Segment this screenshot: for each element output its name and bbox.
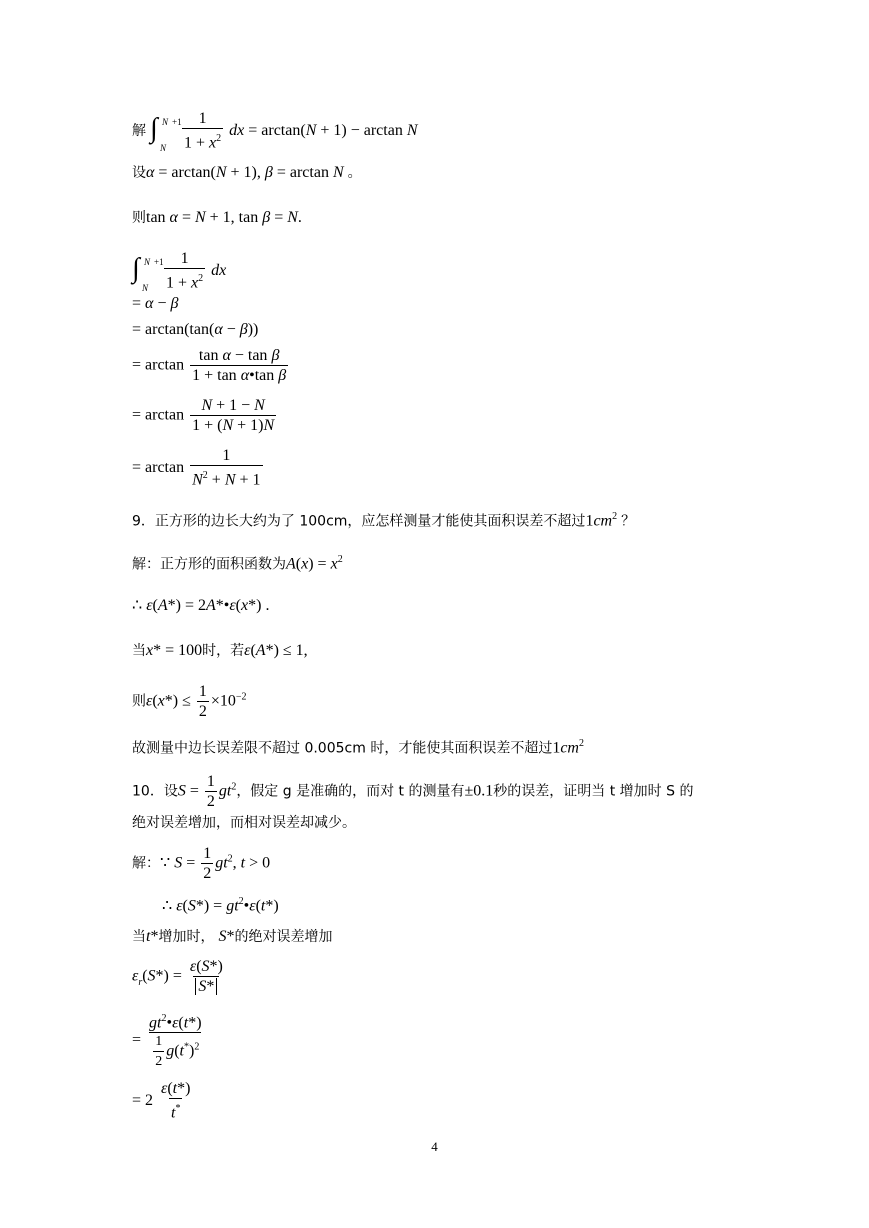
shi-label: 时， [202, 643, 231, 659]
then-tan: 则tan α = N + 1, tan β = N. [132, 209, 302, 226]
fraction: $gt^2•\varepsilon(t*)$ $\frac{1}{2}$ $g(t^*)^2$ [149, 1013, 202, 1070]
q10-text-b: 秒的误差，证明当 t 增加时 S 的 [493, 783, 694, 800]
solution-line-integral: 解 ∫ N +1 N $\frac{1}{1 + x^2}$ dx = arctan(N + 1) − arctan N [132, 110, 418, 154]
fraction: $\frac{\text{tan α − tan β}}{\text{1 + tan α•tan β}}$ [192, 347, 287, 384]
q10-relative-final: = 2 $\frac{\varepsilon(t*)}{t^*}$ [132, 1080, 191, 1122]
jie-colon: 解： [132, 556, 160, 573]
ze-label: 则 [132, 210, 146, 226]
fraction: $\frac{1}{2}$ [198, 683, 207, 720]
jie-colon: 解： [132, 855, 160, 872]
q9-end: ？ [621, 513, 636, 530]
q10-relative-sub: = $gt^2•\varepsilon(t*)$ $\frac{1}{2}$ $g(t^*)^2$ [132, 1010, 206, 1071]
she-label: 设 [132, 165, 146, 181]
q9-number: 9． [132, 513, 155, 530]
fraction: $\frac{1}{2}$ [206, 773, 215, 810]
q9-condition: 当x* = 100时，若ε(A*) ≤ 1, [132, 642, 308, 659]
q9-conclusion-text: 故测量中边长误差限不超过 0.005cm 时，才能使其面积误差不超过 [132, 740, 553, 757]
fraction: $\frac{N + 1 - N}{1 + (N + 1)N}$ [192, 397, 275, 434]
integral-symbol: ∫ N +1 N [150, 113, 182, 154]
integral-symbol: ∫ N +1 N [132, 253, 164, 294]
t-increase-text: 增加时， [158, 929, 215, 945]
q10-given: 解：∵ S = $\frac{1}{2}$ $gt^2$, t > 0 [132, 845, 271, 882]
let-alpha-beta: 设α = arctan(N + 1), β = arctan N 。 [132, 164, 362, 181]
q10-line2: 绝对误差增加，而相对误差却减少。 [132, 815, 356, 831]
fraction: $\frac{1}{1 + x^2}$ [166, 250, 204, 292]
q10-she: 设 [163, 783, 178, 800]
fraction: $\frac{1}{N^2 + N + 1}$ [192, 447, 261, 489]
q9-result: 则ε(x*) ≤ $\frac{1}{2}$ $\times 10^{-2}$ [132, 683, 247, 720]
step-alpha-minus-beta: = α − β [132, 295, 179, 312]
q10-relative-def: $\varepsilon_r(S*)$ = $\frac{\varepsilon(S*)}{S*}$ [132, 958, 223, 995]
q10-text-a: ，假定 g 是准确的，而对 t 的测量有 [236, 783, 465, 800]
step-final: = arctan $\frac{1}{N^2 + N + 1}$ [132, 447, 261, 489]
step-substitute: = arctan $\frac{N + 1 - N}{1 + (N + 1)N}$ [132, 397, 275, 434]
q10-error: ∴ $\varepsilon(S*) = gt^2•\varepsilon(t*)$ [162, 896, 279, 915]
period: 。 [347, 165, 362, 181]
step-tan-diff: = arctan $\frac{\text{tan α − tan β}}{\text{1 + tan α•tan β}}$ [132, 347, 287, 384]
integral-restate: ∫ N +1 N $\frac{1}{1 + x^2}$ dx [132, 250, 227, 294]
q10-number: 10． [132, 783, 164, 800]
fraction: $\frac{\varepsilon(S*)}{S*}$ [189, 958, 223, 995]
q9-area-function: 解：正方形的面积函数为$A(x) = x^2$ [132, 554, 343, 573]
dang-label: 当 [132, 929, 146, 945]
ruo-label: 若 [230, 643, 245, 659]
q10-pm: ±0.1 [464, 782, 494, 800]
question-10: 10．设S = $\frac{1}{2}$ $gt^2$，假定 g 是准确的，而对 t 的测量有±0.1秒的误差，证明当 t 增加时 S 的 [132, 773, 694, 810]
abs-err-inc-text: 的绝对误差增加 [234, 929, 333, 945]
question-10-line2 [132, 813, 356, 833]
q9-conclusion: 故测量中边长误差限不超过 0.005cm 时，才能使其面积误差不超过$1cm^2$ [132, 738, 584, 757]
area-func-text: 正方形的面积函数为 [160, 556, 286, 573]
fraction: $\frac{1}{1 + x^2}$ [184, 110, 222, 152]
jie-label: 解 [132, 122, 146, 139]
q9-error-relation: ∴ ε(A*) = 2A*•ε(x*) . [132, 597, 270, 614]
fraction: $\frac{1}{2}$ [203, 845, 212, 882]
fraction: $\frac{\varepsilon(t*)}{t^*}$ [161, 1080, 191, 1122]
dang-label: 当 [132, 643, 146, 659]
ze-label: 则 [132, 693, 146, 710]
question-9: 9．正方形的边长大约为了 100cm，应怎样测量才能使其面积误差不超过$1cm^2$ ？ [132, 511, 636, 530]
q9-text: 正方形的边长大约为了 100cm，应怎样测量才能使其面积误差不超过 [154, 513, 586, 530]
q10-abs-increase: 当t*增加时， S*的绝对误差增加 [132, 928, 333, 945]
step-arctan-tan: = arctan(tan(α − β)) [132, 321, 259, 338]
page-number: 4 [431, 1139, 438, 1154]
